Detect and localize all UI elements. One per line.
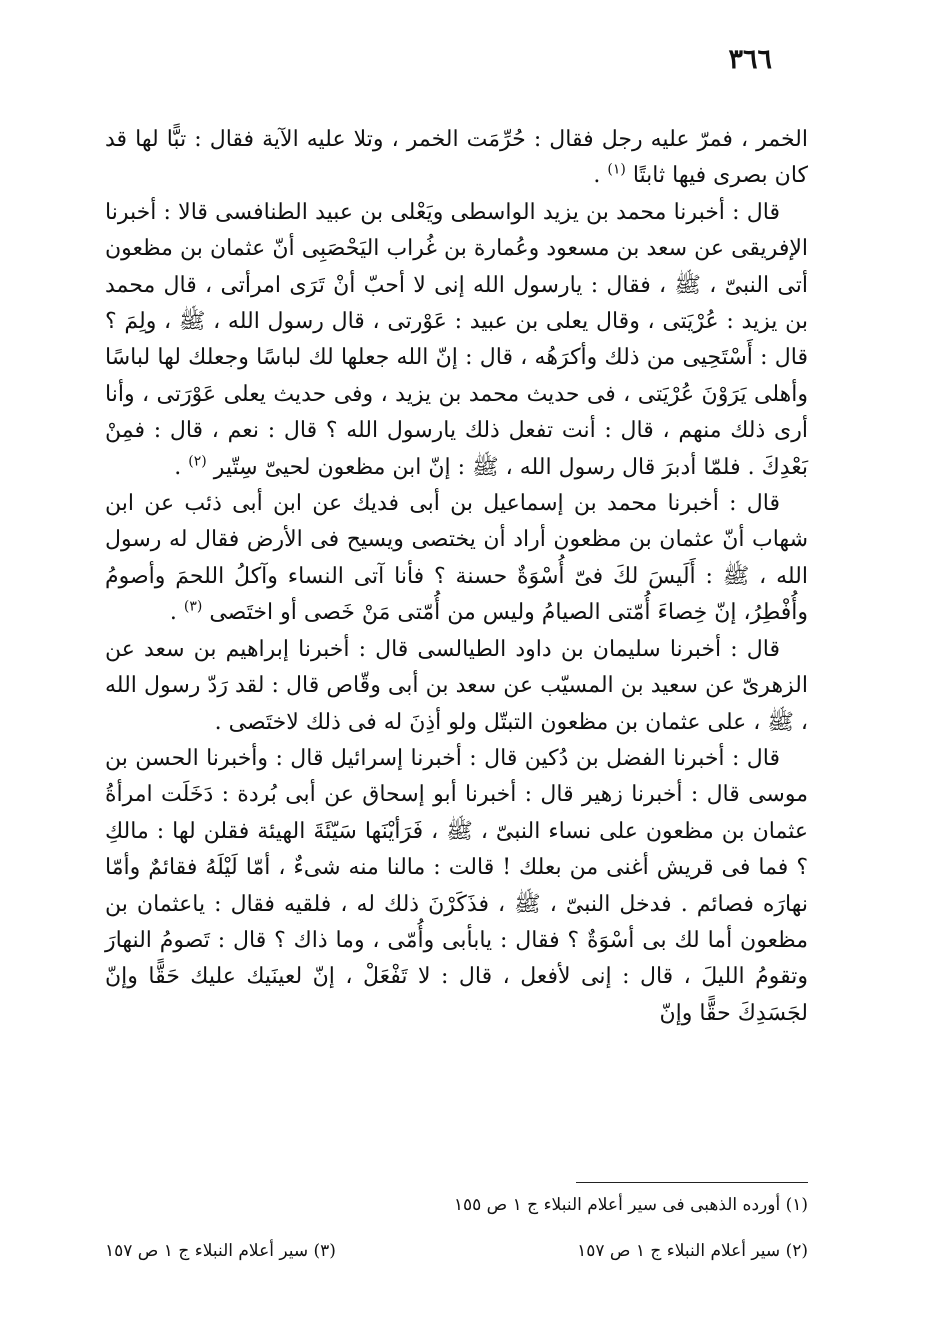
footnote-divider xyxy=(576,1182,808,1183)
footnote-3: (٣) سير أعلام النبلاء ج ١ ص ١٥٧ xyxy=(105,1241,336,1261)
paragraph-3 xyxy=(105,486,808,632)
paragraph-1 xyxy=(105,122,808,195)
main-text xyxy=(105,122,808,1032)
paragraph-text: قال : أخبرنا محمد بن إسماعيل بن أبى فديك عن ابن أبى ذئب عن ابن شهاب أنّ عثمان بن مظعون أراد أن يختصى ويسيح فى الأرض فقال له رسول الله ، ﷺ : أَلَيسَ لكَ فىّ أُسْوَةٌ حسنة ؟ فأنا آتى النساء وآكلُ اللحمَ وأصومُ وأُفْطِرُ، إنّ خِصاءَ أُمّتى الصيامُ وليس من أُمّتى مَنْ خَصى أو اختَصى xyxy=(105,491,808,626)
paragraph-end: . xyxy=(593,163,608,189)
footnotes xyxy=(105,1192,808,1264)
footnote-reference: (١) xyxy=(607,162,626,179)
paragraph-text: قال : أخبرنا سليمان بن داود الطيالسى قال : أخبرنا إبراهيم بن سعد عن الزهرىّ عن سعيد بن المسيّب عن سعد بن أبى وقّاص قال : لقد رَدّ رسول الله ، ﷺ ، على عثمان بن مظعون التبتّل ولو أذِنَ له فى ذلك لاختَصى . xyxy=(105,636,808,735)
paragraph-end: . xyxy=(169,600,184,626)
paragraph-end: . xyxy=(174,454,189,480)
footnote-row xyxy=(105,1238,808,1264)
footnote-reference: (٢) xyxy=(188,453,207,470)
paragraph-2 xyxy=(105,195,808,486)
paragraph-text: الخمر ، فمرّ عليه رجل فقال : حُرِّمَت الخمر ، وتلا عليه الآية فقال : تبًّا لها قد كان بصرى فيها ثابتًا xyxy=(105,127,808,189)
footnote-2: (٢) سير أعلام النبلاء ج ١ ص ١٥٧ xyxy=(577,1241,808,1261)
page-number: ٣٦٦ xyxy=(728,44,772,75)
footnote-reference: (٣) xyxy=(183,598,203,615)
paragraph-text: قال : أخبرنا الفضل بن دُكين قال : أخبرنا إسرائيل قال : وأخبرنا الحسن بن موسى قال : أخبرنا زهير قال : أخبرنا أبو إسحاق عن أبى بُردة : دَخَلَت امرأةُ عثمان بن مظعون على نساء النبىّ ، ﷺ ، فَرَأيْنَها سَيّئَةَ الهيئة فقلن لها : مالكِ ؟ فما فى قريش أغنى من بعلك ! قالت : مالنا منه شىءٌ ، أمّا لَيْلَهُ فقائمٌ وأمّا نهارَه فصائم . فدخل النبىّ ، ﷺ ، فذَكَرْنَ ذلك له ، فلقيه فقال : ياعثمان بن مظعون أما لك بى أسْوَةٌ ؟ فقال : يابأبى وأُمّى ، وما ذاك ؟ قال : تَصومُ النهارَ وتقومُ الليلَ ، قال : إنى لأفعل ، قال : لا تَفْعَلْ ، إنّ لعينَيك عليك حَقًّا وإنّ لجَسَدِكَ حقًّا وإنّ xyxy=(105,745,808,1026)
paragraph-4 xyxy=(105,632,808,741)
paragraph-5 xyxy=(105,741,808,1032)
paragraph-text: قال : أخبرنا محمد بن يزيد الواسطى ويَعْلى بن عبيد الطنافسى قالا : أخبرنا الإفريقى عن سعد بن مسعود وعُمارة بن غُراب اليَحْصَبِى أنّ عثمان بن مظعون أتى النبىّ ، ﷺ ، فقال : يارسول الله إنى لا أحبّ أنْ تَرَى امرأتى ، قال محمد بن يزيد : عُرْيَتى ، وقال يعلى بن عبيد : عَوْرتى ، قال رسول الله ، ﷺ ، ولِمَ ؟ قال : أَسْتَحِيى من ذلك وأكرَهُه ، قال : إنّ الله جعلها لك لباسًا وجعلك لها لباسًا وأهلى يَرَوْنَ عُرْيَتى ، فى حديث محمد بن يزيد ، وفى حديث يعلى عَوْرَتى ، وأنا أرى ذلك منهم ، قال : أنت تفعل ذلك يارسول الله ؟ قال : نعم ، قال : فمِنْ بَعْدِكَ . فلمّا أدبرَ قال رسول الله ، ﷺ : إنّ ابن مظعون لحيىّ سِتّير xyxy=(105,199,808,480)
footnote-1: (١) أورده الذهبى فى سير أعلام النبلاء ج ١ ص ١٥٥ xyxy=(453,1195,808,1215)
